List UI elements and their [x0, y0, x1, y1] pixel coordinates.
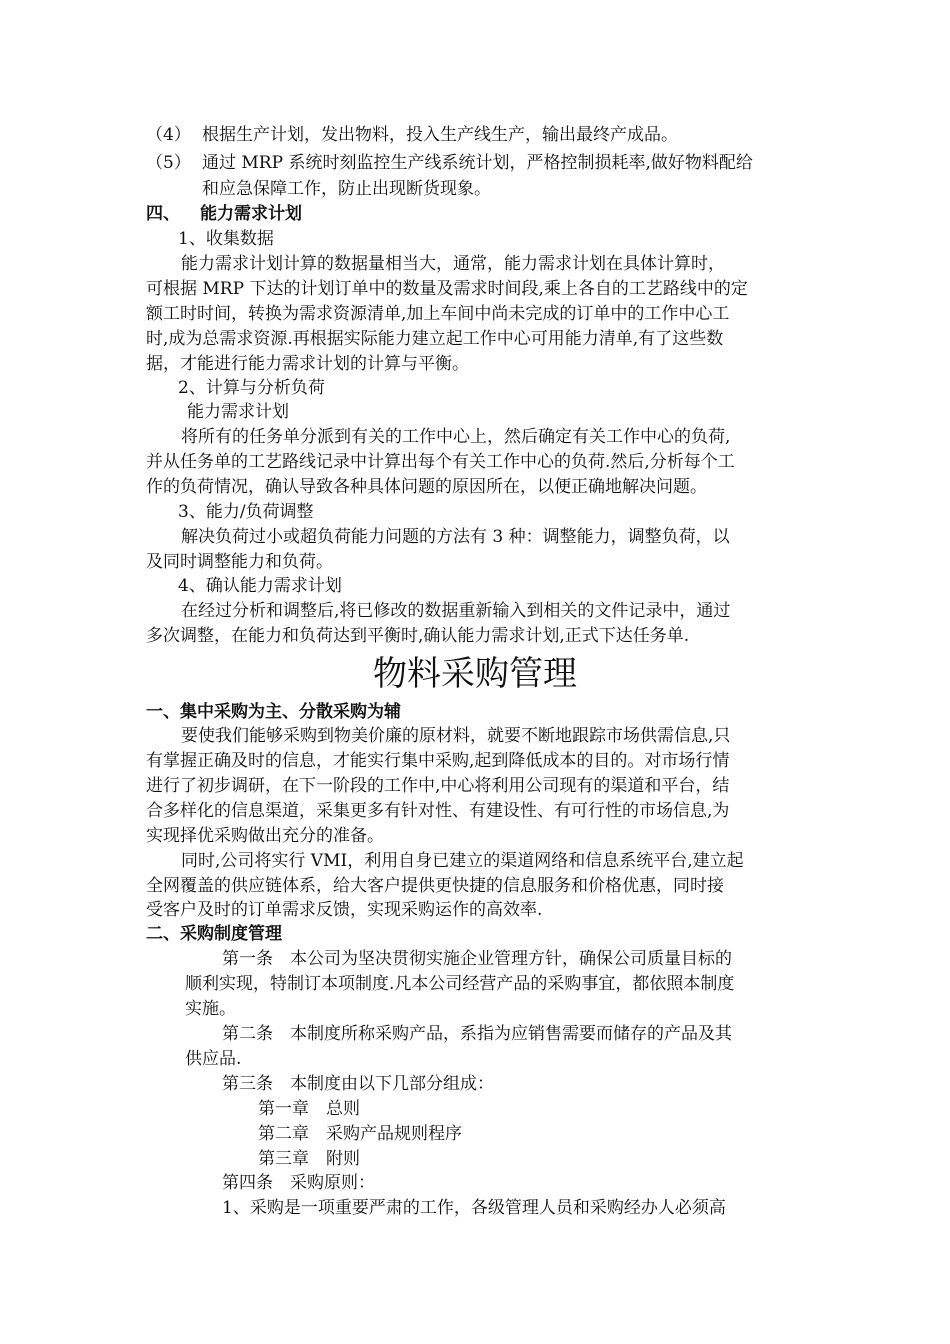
chapter-line: 第三章 附则 — [258, 1149, 360, 1169]
text-line: 时,成为总需求资源.再根据实际能力建立起工作中心可用能力清单,有了这些数 — [146, 329, 724, 349]
article-line: 顺利实现，特制订本项制度.凡本公司经营产品的采购事宜，都依照本制度 — [185, 974, 735, 994]
text-line: 及同时调整能力和负荷。 — [146, 552, 333, 572]
text-line: 额工时时间，转换为需求资源清单,加上车间中尚未完成的订单中的工作中心工 — [146, 304, 730, 324]
subheading: 2、计算与分析负荷 — [178, 378, 325, 398]
article-line: 第三条 本制度由以下几部分组成： — [222, 1074, 494, 1094]
text-line: 在经过分析和调整后,将已修改的数据重新输入到相关的文件记录中，通过 — [181, 601, 731, 621]
page-title: 物料采购管理 — [373, 654, 577, 694]
chapter-line: 第二章 采购产品规则程序 — [258, 1124, 462, 1144]
text-line: 能力需求计划计算的数据量相当大，通常，能力需求计划在具体计算时， — [181, 254, 725, 274]
article-line: 第一条 本公司为坚决贯彻实施企业管理方针，确保公司质量目标的 — [222, 949, 732, 969]
text-line: 可根据 MRP 下达的计划订单中的数量及需求时间段,乘上各自的工艺路线中的定 — [146, 279, 748, 299]
text-line: 多次调整，在能力和负荷达到平衡时,确认能力需求计划,正式下达任务单. — [146, 626, 690, 646]
chapter-line: 第一章 总则 — [258, 1099, 360, 1119]
section-title: 能力需求计划 — [200, 204, 302, 224]
text-line: 同时,公司将实行 VMI，利用自身已建立的渠道网络和信息系统平台,建立起 — [181, 851, 744, 871]
text-line: 据，才能进行能力需求计划的计算与平衡。 — [146, 354, 469, 374]
text-line: 和应急保障工作，防止出现断货现象。 — [202, 179, 491, 199]
list-item-4 — [146, 123, 678, 147]
section-heading-1: 一、集中采购为主、分散采购为辅 — [146, 702, 401, 722]
list-text: 通过 MRP 系统时刻监控生产线系统计划，严格控制损耗率,做好物料配给 — [202, 153, 753, 173]
text-line: 作的负荷情况，确认导致各种具体问题的原因所在，以便正确地解决问题。 — [146, 477, 707, 497]
article-line: 供应品. — [185, 1049, 242, 1069]
list-marker: （5） — [146, 153, 191, 173]
article-line: 第二条 本制度所称采购产品，系指为应销售需要而储存的产品及其 — [222, 1024, 732, 1044]
text-line: 能力需求计划 — [187, 402, 289, 422]
text-line: 全网覆盖的供应链体系，给大客户提供更快捷的信息服务和价格优惠，同时接 — [146, 876, 724, 896]
text-line: 要使我们能够采购到物美价廉的原材料，就要不断地跟踪市场供需信息,只 — [181, 726, 731, 746]
article-line: 第四条 采购原则： — [222, 1173, 375, 1193]
section-marker: 四、 — [146, 204, 180, 224]
text-line: 受客户及时的订单需求反馈，实现采购运作的高效率. — [146, 900, 543, 920]
subheading: 3、能力/负荷调整 — [178, 502, 314, 522]
text-line: 合多样化的信息渠道，采集更多有针对性、有建设性、有可行性的市场信息,为 — [146, 801, 730, 821]
subheading: 1、收集数据 — [178, 229, 274, 249]
text-line: 并从任务单的工艺路线记录中计算出每个有关工作中心的负荷.然后,分析每个工 — [146, 452, 735, 472]
text-line: 解决负荷过小或超负荷能力问题的方法有 3 种：调整能力，调整负荷，以 — [181, 527, 730, 547]
text-line: 进行了初步调研，在下一阶段的工作中,中心将利用公司现有的渠道和平台，结 — [146, 776, 730, 796]
article-line: 实施。 — [185, 999, 236, 1019]
text-line: 将所有的任务单分派到有关的工作中心上，然后确定有关工作中心的负荷, — [181, 427, 731, 447]
list-marker: （4） — [146, 125, 191, 145]
list-item-5 — [146, 151, 753, 175]
subheading: 4、确认能力需求计划 — [178, 576, 342, 596]
section-heading-4 — [146, 202, 302, 226]
article-line: 1、采购是一项重要严肃的工作，各级管理人员和采购经办人必须高 — [222, 1198, 726, 1218]
section-heading-2: 二、采购制度管理 — [146, 924, 282, 944]
list-text: 根据生产计划，发出物料，投入生产线生产，输出最终产成品。 — [202, 125, 678, 145]
text-line: 有掌握正确及时的信息，才能实行集中采购,起到降低成本的目的。对市场行情 — [146, 751, 730, 771]
text-line: 实现择优采购做出充分的准备。 — [146, 826, 384, 846]
